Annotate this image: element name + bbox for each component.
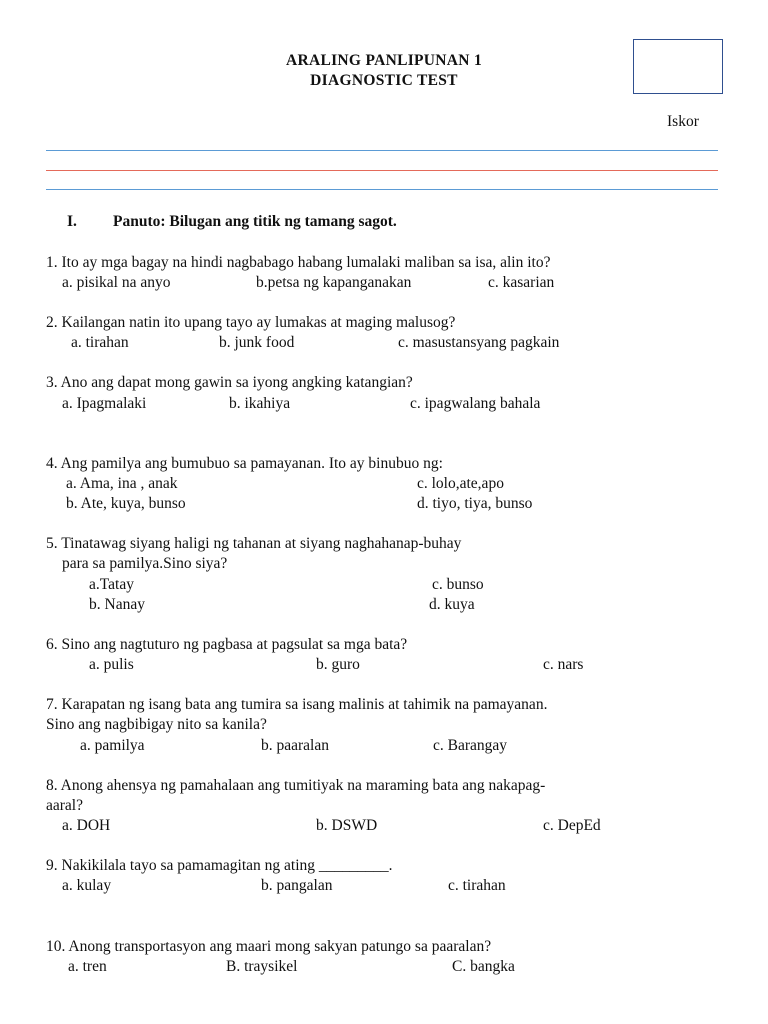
choice-b[interactable]: b. paaralan: [261, 737, 329, 754]
question-text: 7. Karapatan ng isang bata ang tumira sa isang malinis at tahimik na pamayanan.: [46, 696, 548, 713]
choice-d[interactable]: d. tiyo, tiya, bunso: [417, 495, 533, 512]
choice-c[interactable]: c. ipagwalang bahala: [410, 395, 541, 412]
divider-blue-top: [46, 150, 718, 151]
question-text: 5. Tinatawag siyang haligi ng tahanan at siyang naghahanap-buhay: [46, 535, 462, 552]
score-box: [633, 39, 723, 94]
score-label: Iskor: [667, 113, 699, 130]
choice-a[interactable]: a. Ipagmalaki: [62, 395, 147, 412]
choice-b[interactable]: b. Ate, kuya, bunso: [66, 495, 186, 512]
choice-b[interactable]: b.petsa ng kapanganakan: [256, 274, 412, 291]
choice-c[interactable]: c. DepEd: [543, 817, 601, 834]
choice-c[interactable]: c. nars: [543, 656, 584, 673]
question-text-continued: para sa pamilya.Sino siya?: [62, 555, 228, 572]
question-text-continued: Sino ang nagbibigay nito sa kanila?: [46, 716, 267, 733]
question-text: 2. Kailangan natin ito upang tayo ay lumakas at maging malusog?: [46, 314, 456, 331]
choice-b[interactable]: b. pangalan: [261, 877, 333, 894]
choice-c[interactable]: c. kasarian: [488, 274, 555, 291]
choice-a[interactable]: a.Tatay: [89, 576, 134, 593]
choice-c[interactable]: c. lolo,ate,apo: [417, 475, 504, 492]
page-subtitle: DIAGNOSTIC TEST: [310, 72, 458, 89]
page-title: ARALING PANLIPUNAN 1: [285, 52, 483, 69]
choice-a[interactable]: a. DOH: [62, 817, 111, 834]
choice-c[interactable]: c. masustansyang pagkain: [398, 334, 560, 351]
choice-a[interactable]: a. pamilya: [80, 737, 145, 754]
choice-a[interactable]: a. pisikal na anyo: [62, 274, 171, 291]
choice-a[interactable]: a. tirahan: [71, 334, 129, 351]
section-number: I.: [67, 213, 77, 230]
question-text: 8. Anong ahensya ng pamahalaan ang tumitiyak na maraming bata ang nakapag-: [46, 777, 546, 794]
choice-d[interactable]: d. kuya: [429, 596, 475, 613]
section-instruction: Panuto: Bilugan ang titik ng tamang sagot.: [113, 213, 397, 230]
choice-b[interactable]: b. ikahiya: [229, 395, 291, 412]
choice-a[interactable]: a. kulay: [62, 877, 112, 894]
choice-c[interactable]: c. bunso: [432, 576, 484, 593]
question-text: 4. Ang pamilya ang bumubuo sa pamayanan. Ito ay binubuo ng:: [46, 455, 443, 472]
choice-b[interactable]: b. junk food: [219, 334, 295, 351]
choice-a[interactable]: a. Ama, ina , anak: [66, 475, 178, 492]
choice-b[interactable]: b. Nanay: [89, 596, 145, 613]
divider-red: [46, 170, 718, 171]
choice-c[interactable]: c. tirahan: [448, 877, 506, 894]
question-text: 10. Anong transportasyon ang maari mong sakyan patungo sa paaralan?: [46, 938, 492, 955]
divider-blue-bottom: [46, 189, 718, 190]
choice-b[interactable]: b. guro: [316, 656, 360, 673]
question-text: 9. Nakikilala tayo sa pamamagitan ng ating _________.: [46, 857, 393, 874]
question-text: 1. Ito ay mga bagay na hindi nagbabago habang lumalaki maliban sa isa, alin ito?: [46, 254, 551, 271]
choice-c[interactable]: C. bangka: [452, 958, 515, 975]
choice-b[interactable]: B. traysikel: [226, 958, 298, 975]
choice-a[interactable]: a. pulis: [89, 656, 134, 673]
choice-c[interactable]: c. Barangay: [433, 737, 508, 754]
question-text: 3. Ano ang dapat mong gawin sa iyong angking katangian?: [46, 374, 413, 391]
choice-a[interactable]: a. tren: [68, 958, 107, 975]
question-text: 6. Sino ang nagtuturo ng pagbasa at pagsulat sa mga bata?: [46, 636, 408, 653]
question-text-continued: aaral?: [46, 797, 83, 814]
choice-b[interactable]: b. DSWD: [316, 817, 378, 834]
